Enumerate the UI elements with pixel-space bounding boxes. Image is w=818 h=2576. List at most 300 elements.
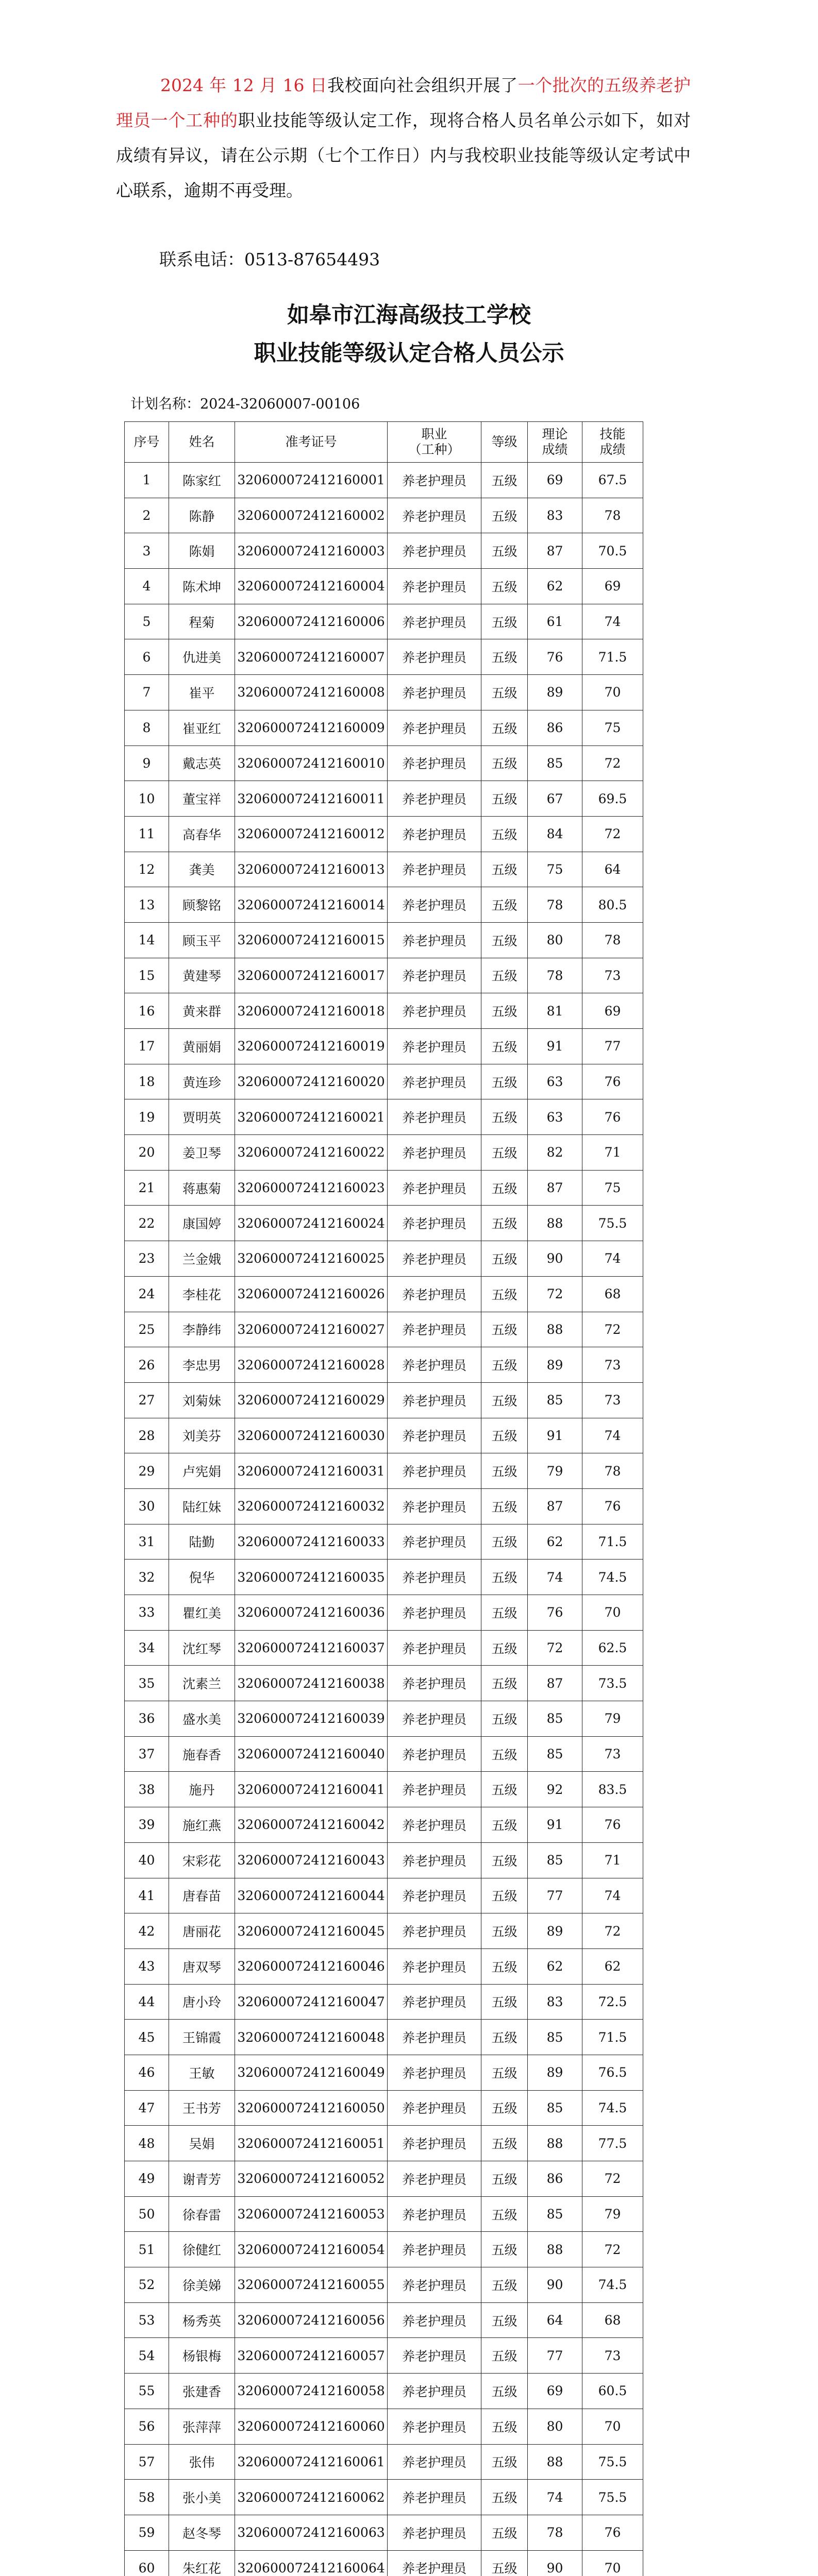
occupation-cell: 养老护理员 — [388, 533, 481, 569]
table-row — [125, 1488, 643, 1524]
ticket-number-cell: 320600072412160047 — [235, 1984, 388, 2020]
ticket-number-cell: 320600072412160001 — [235, 463, 388, 498]
row-index-cell: 22 — [125, 1206, 169, 1241]
theory-score-cell: 91 — [528, 1029, 582, 1064]
person-name-cell: 姜卫琴 — [169, 1135, 235, 1171]
occupation-cell: 养老护理员 — [388, 1772, 481, 1807]
occupation-cell: 养老护理员 — [388, 2055, 481, 2090]
theory-score-cell: 72 — [528, 1630, 582, 1666]
ticket-number-cell: 320600072412160050 — [235, 2090, 388, 2126]
table-row — [125, 1312, 643, 1347]
level-cell: 五级 — [481, 1524, 528, 1560]
occupation-cell: 养老护理员 — [388, 2480, 481, 2515]
ticket-number-cell: 320600072412160029 — [235, 1382, 388, 1418]
ticket-number-cell: 320600072412160027 — [235, 1312, 388, 1347]
occupation-cell: 养老护理员 — [388, 1984, 481, 2020]
skill-score-cell: 79 — [582, 2196, 643, 2232]
table-row — [125, 1241, 643, 1277]
skill-score-cell: 72 — [582, 1913, 643, 1949]
skill-score-cell: 74 — [582, 604, 643, 639]
row-index-cell: 55 — [125, 2374, 169, 2409]
person-name-cell: 盛水美 — [169, 1701, 235, 1737]
person-name-cell: 陈术坤 — [169, 569, 235, 604]
person-name-cell: 崔平 — [169, 675, 235, 710]
row-index-cell: 52 — [125, 2267, 169, 2303]
table-row — [125, 1418, 643, 1453]
ticket-number-cell: 320600072412160028 — [235, 1347, 388, 1383]
skill-score-cell: 62.5 — [582, 1630, 643, 1666]
skill-score-cell: 73 — [582, 1347, 643, 1383]
theory-score-cell: 80 — [528, 922, 582, 958]
skill-score-cell: 71.5 — [582, 1524, 643, 1560]
theory-score-cell: 90 — [528, 1241, 582, 1277]
person-name-cell: 康国婷 — [169, 1206, 235, 1241]
table-row — [125, 710, 643, 745]
person-name-cell: 陈娟 — [169, 533, 235, 569]
table-row — [125, 922, 643, 958]
person-name-cell: 龚美 — [169, 852, 235, 887]
occupation-cell: 养老护理员 — [388, 710, 481, 745]
row-index-cell: 48 — [125, 2126, 169, 2161]
ticket-number-cell: 320600072412160044 — [235, 1878, 388, 1913]
ticket-number-cell: 320600072412160037 — [235, 1630, 388, 1666]
row-index-cell: 10 — [125, 781, 169, 817]
skill-score-cell: 74.5 — [582, 2090, 643, 2126]
row-index-cell: 18 — [125, 1064, 169, 1099]
row-index-cell: 46 — [125, 2055, 169, 2090]
person-name-cell: 卢宪娟 — [169, 1453, 235, 1489]
table-row — [125, 2020, 643, 2055]
person-name-cell: 唐春苗 — [169, 1878, 235, 1913]
skill-score-cell: 74 — [582, 1418, 643, 1453]
person-name-cell: 仇进美 — [169, 639, 235, 675]
ticket-number-cell: 320600072412160048 — [235, 2020, 388, 2055]
theory-score-cell: 89 — [528, 1913, 582, 1949]
table-row — [125, 2302, 643, 2338]
row-index-cell: 58 — [125, 2480, 169, 2515]
level-cell: 五级 — [481, 2480, 528, 2515]
level-cell: 五级 — [481, 604, 528, 639]
ticket-number-cell: 320600072412160039 — [235, 1701, 388, 1737]
occupation-cell: 养老护理员 — [388, 1630, 481, 1666]
skill-score-cell: 73.5 — [582, 1666, 643, 1701]
level-cell: 五级 — [481, 639, 528, 675]
ticket-number-cell: 320600072412160019 — [235, 1029, 388, 1064]
table-row — [125, 1029, 643, 1064]
table-row — [125, 1630, 643, 1666]
row-index-cell: 30 — [125, 1488, 169, 1524]
skill-score-cell: 80.5 — [582, 887, 643, 923]
notice-date: 2024 年 12 月 16 日 — [160, 75, 328, 95]
occupation-cell: 养老护理员 — [388, 1948, 481, 1984]
skill-score-cell: 71.5 — [582, 2020, 643, 2055]
table-row — [125, 2126, 643, 2161]
table-row — [125, 463, 643, 498]
skill-score-cell: 79 — [582, 1701, 643, 1737]
level-cell: 五级 — [481, 1029, 528, 1064]
theory-score-cell: 85 — [528, 2020, 582, 2055]
level-cell: 五级 — [481, 1064, 528, 1099]
theory-score-cell: 79 — [528, 1453, 582, 1489]
ticket-number-cell: 320600072412160022 — [235, 1135, 388, 1171]
theory-score-cell: 83 — [528, 1984, 582, 2020]
level-cell: 五级 — [481, 993, 528, 1029]
occupation-cell: 养老护理员 — [388, 1347, 481, 1383]
theory-score-cell: 78 — [528, 958, 582, 993]
ticket-number-cell: 320600072412160012 — [235, 816, 388, 852]
theory-score-cell: 87 — [528, 1488, 582, 1524]
occupation-cell: 养老护理员 — [388, 2020, 481, 2055]
skill-score-cell: 83.5 — [582, 1772, 643, 1807]
row-index-cell: 9 — [125, 745, 169, 781]
skill-score-cell: 73 — [582, 1382, 643, 1418]
person-name-cell: 唐小玲 — [169, 1984, 235, 2020]
row-index-cell: 40 — [125, 1842, 169, 1878]
row-index-cell: 34 — [125, 1630, 169, 1666]
row-index-cell: 38 — [125, 1772, 169, 1807]
theory-score-cell: 89 — [528, 675, 582, 710]
theory-score-cell: 90 — [528, 2550, 582, 2576]
ticket-number-cell: 320600072412160025 — [235, 1241, 388, 1277]
ticket-number-cell: 320600072412160013 — [235, 852, 388, 887]
table-row — [125, 1382, 643, 1418]
table-row — [125, 2515, 643, 2550]
skill-score-cell: 71.5 — [582, 639, 643, 675]
level-cell: 五级 — [481, 2055, 528, 2090]
level-cell: 五级 — [481, 1666, 528, 1701]
ticket-number-cell: 320600072412160010 — [235, 745, 388, 781]
skill-score-cell: 75.5 — [582, 1206, 643, 1241]
table-row — [125, 2055, 643, 2090]
ticket-number-cell: 320600072412160011 — [235, 781, 388, 817]
skill-score-cell: 62 — [582, 1948, 643, 1984]
ticket-number-cell: 320600072412160058 — [235, 2374, 388, 2409]
level-cell: 五级 — [481, 1560, 528, 1595]
person-name-cell: 戴志英 — [169, 745, 235, 781]
theory-score-cell: 84 — [528, 816, 582, 852]
ticket-number-cell: 320600072412160036 — [235, 1595, 388, 1631]
ticket-number-cell: 320600072412160004 — [235, 569, 388, 604]
skill-score-cell: 76 — [582, 1807, 643, 1843]
theory-score-cell: 76 — [528, 639, 582, 675]
skill-score-cell: 75 — [582, 1170, 643, 1206]
ticket-number-cell: 320600072412160014 — [235, 887, 388, 923]
row-index-cell: 8 — [125, 710, 169, 745]
theory-score-cell: 89 — [528, 2055, 582, 2090]
occupation-cell: 养老护理员 — [388, 1878, 481, 1913]
person-name-cell: 杨秀英 — [169, 2302, 235, 2338]
theory-score-cell: 63 — [528, 1064, 582, 1099]
occupation-cell: 养老护理员 — [388, 2444, 481, 2480]
skill-score-cell: 72 — [582, 1312, 643, 1347]
theory-score-cell: 74 — [528, 2480, 582, 2515]
page-title: 职业技能等级认定合格人员公示 — [254, 341, 564, 366]
row-index-cell: 6 — [125, 639, 169, 675]
row-index-cell: 37 — [125, 1736, 169, 1772]
skill-score-cell: 77 — [582, 1029, 643, 1064]
table-row — [125, 852, 643, 887]
level-cell: 五级 — [481, 745, 528, 781]
skill-score-cell: 60.5 — [582, 2374, 643, 2409]
row-index-cell: 19 — [125, 1099, 169, 1135]
occupation-cell: 养老护理员 — [388, 1453, 481, 1489]
occupation-cell: 养老护理员 — [388, 1170, 481, 1206]
skill-score-cell: 72 — [582, 745, 643, 781]
col-theory-header: 理论 成绩 — [528, 422, 582, 463]
row-index-cell: 39 — [125, 1807, 169, 1843]
table-row — [125, 2232, 643, 2267]
ticket-number-cell: 320600072412160040 — [235, 1736, 388, 1772]
ticket-number-cell: 320600072412160017 — [235, 958, 388, 993]
level-cell: 五级 — [481, 2267, 528, 2303]
person-name-cell: 李忠男 — [169, 1347, 235, 1383]
theory-score-cell: 69 — [528, 2374, 582, 2409]
col-level-header: 等级 — [481, 422, 528, 463]
level-cell: 五级 — [481, 2196, 528, 2232]
theory-score-cell: 85 — [528, 1701, 582, 1737]
skill-score-cell: 70 — [582, 1595, 643, 1631]
table-row — [125, 1135, 643, 1171]
row-index-cell: 45 — [125, 2020, 169, 2055]
table-row — [125, 533, 643, 569]
theory-score-cell: 75 — [528, 852, 582, 887]
table-row — [125, 639, 643, 675]
table-row — [125, 958, 643, 993]
table-row — [125, 2550, 643, 2576]
table-row — [125, 1913, 643, 1949]
ticket-number-cell: 320600072412160052 — [235, 2161, 388, 2197]
theory-score-cell: 86 — [528, 710, 582, 745]
table-row — [125, 2161, 643, 2197]
theory-score-cell: 63 — [528, 1099, 582, 1135]
theory-score-cell: 85 — [528, 745, 582, 781]
row-index-cell: 28 — [125, 1418, 169, 1453]
person-name-cell: 张伟 — [169, 2444, 235, 2480]
skill-score-cell: 78 — [582, 498, 643, 533]
ticket-number-cell: 320600072412160023 — [235, 1170, 388, 1206]
level-cell: 五级 — [481, 710, 528, 745]
person-name-cell: 黄来群 — [169, 993, 235, 1029]
table-row — [125, 1595, 643, 1631]
person-name-cell: 兰金娥 — [169, 1241, 235, 1277]
person-name-cell: 高春华 — [169, 816, 235, 852]
theory-score-cell: 72 — [528, 1276, 582, 1312]
ticket-number-cell: 320600072412160018 — [235, 993, 388, 1029]
occupation-cell: 养老护理员 — [388, 1595, 481, 1631]
skill-score-cell: 68 — [582, 2302, 643, 2338]
table-row — [125, 1666, 643, 1701]
occupation-cell: 养老护理员 — [388, 1666, 481, 1701]
skill-score-cell: 71 — [582, 1135, 643, 1171]
ticket-number-cell: 320600072412160024 — [235, 1206, 388, 1241]
row-index-cell: 47 — [125, 2090, 169, 2126]
notice-text-1: 我校面向社会组织开展了 — [327, 75, 518, 95]
person-name-cell: 唐丽花 — [169, 1913, 235, 1949]
person-name-cell: 陆红妹 — [169, 1488, 235, 1524]
row-index-cell: 24 — [125, 1276, 169, 1312]
level-cell: 五级 — [481, 781, 528, 817]
skill-score-cell: 70 — [582, 2550, 643, 2576]
person-name-cell: 徐健红 — [169, 2232, 235, 2267]
row-index-cell: 4 — [125, 569, 169, 604]
ticket-number-cell: 320600072412160063 — [235, 2515, 388, 2550]
skill-score-cell: 77.5 — [582, 2126, 643, 2161]
row-index-cell: 44 — [125, 1984, 169, 2020]
theory-score-cell: 61 — [528, 604, 582, 639]
row-index-cell: 14 — [125, 922, 169, 958]
table-row — [125, 1842, 643, 1878]
person-name-cell: 王锦霞 — [169, 2020, 235, 2055]
theory-score-cell: 67 — [528, 781, 582, 817]
ticket-number-cell: 320600072412160046 — [235, 1948, 388, 1984]
occupation-cell: 养老护理员 — [388, 2515, 481, 2550]
ticket-number-cell: 320600072412160009 — [235, 710, 388, 745]
skill-score-cell: 74.5 — [582, 2267, 643, 2303]
level-cell: 五级 — [481, 1488, 528, 1524]
theory-score-cell: 92 — [528, 1772, 582, 1807]
table-row — [125, 2196, 643, 2232]
person-name-cell: 陆勤 — [169, 1524, 235, 1560]
skill-score-cell: 70 — [582, 675, 643, 710]
occupation-cell: 养老护理员 — [388, 1206, 481, 1241]
person-name-cell: 刘美芬 — [169, 1418, 235, 1453]
occupation-cell: 养老护理员 — [388, 993, 481, 1029]
level-cell: 五级 — [481, 2090, 528, 2126]
plan-name: 计划名称：2024-32060007-00106 — [130, 396, 360, 412]
table-row — [125, 816, 643, 852]
row-index-cell: 20 — [125, 1135, 169, 1171]
theory-score-cell: 74 — [528, 1560, 582, 1595]
level-cell: 五级 — [481, 1701, 528, 1737]
col-skill-header: 技能 成绩 — [582, 422, 643, 463]
table-row — [125, 1206, 643, 1241]
theory-score-cell: 86 — [528, 2161, 582, 2197]
level-cell: 五级 — [481, 675, 528, 710]
occupation-cell: 养老护理员 — [388, 1560, 481, 1595]
ticket-number-cell: 320600072412160053 — [235, 2196, 388, 2232]
level-cell: 五级 — [481, 1878, 528, 1913]
level-cell: 五级 — [481, 498, 528, 533]
occupation-cell: 养老护理员 — [388, 1241, 481, 1277]
theory-score-cell: 85 — [528, 1842, 582, 1878]
ticket-number-cell: 320600072412160026 — [235, 1276, 388, 1312]
person-name-cell: 徐春雷 — [169, 2196, 235, 2232]
occupation-cell: 养老护理员 — [388, 2374, 481, 2409]
row-index-cell: 59 — [125, 2515, 169, 2550]
occupation-cell: 养老护理员 — [388, 1807, 481, 1843]
table-body — [125, 463, 643, 2576]
skill-score-cell: 73 — [582, 2338, 643, 2374]
person-name-cell: 刘菊妹 — [169, 1382, 235, 1418]
occupation-cell: 养老护理员 — [388, 1842, 481, 1878]
table-row — [125, 745, 643, 781]
skill-score-cell: 73 — [582, 1736, 643, 1772]
table-row — [125, 1772, 643, 1807]
row-index-cell: 43 — [125, 1948, 169, 1984]
theory-score-cell: 77 — [528, 1878, 582, 1913]
person-name-cell: 李桂花 — [169, 1276, 235, 1312]
occupation-cell: 养老护理员 — [388, 1312, 481, 1347]
occupation-cell: 养老护理员 — [388, 816, 481, 852]
ticket-number-cell: 320600072412160035 — [235, 1560, 388, 1595]
occupation-cell: 养老护理员 — [388, 1099, 481, 1135]
notice-text-2: 职业技能等级认定工作，现将合格人员名单公示如下，如对成绩有异议，请在公示期（七个工作日）内与我校职业技能等级认定考试中心联系，逾期不再受理。 — [116, 110, 691, 200]
school-title: 如皋市江海高级技工学校 — [287, 302, 531, 328]
skill-score-cell: 74.5 — [582, 1560, 643, 1595]
ticket-number-cell: 320600072412160043 — [235, 1842, 388, 1878]
row-index-cell: 27 — [125, 1382, 169, 1418]
occupation-cell: 养老护理员 — [388, 463, 481, 498]
ticket-number-cell: 320600072412160064 — [235, 2550, 388, 2576]
skill-score-cell: 68 — [582, 1276, 643, 1312]
row-index-cell: 53 — [125, 2302, 169, 2338]
person-name-cell: 黄丽娟 — [169, 1029, 235, 1064]
ticket-number-cell: 320600072412160042 — [235, 1807, 388, 1843]
theory-score-cell: 90 — [528, 2267, 582, 2303]
table-row — [125, 498, 643, 533]
person-name-cell: 程菊 — [169, 604, 235, 639]
skill-score-cell: 72 — [582, 2232, 643, 2267]
row-index-cell: 12 — [125, 852, 169, 887]
level-cell: 五级 — [481, 1630, 528, 1666]
occupation-cell: 养老护理员 — [388, 2126, 481, 2161]
table-row — [125, 569, 643, 604]
person-name-cell: 吴娟 — [169, 2126, 235, 2161]
occupation-cell: 养老护理员 — [388, 2302, 481, 2338]
contact-phone: 联系电话：0513-87654493 — [159, 249, 380, 269]
level-cell: 五级 — [481, 1595, 528, 1631]
theory-score-cell: 88 — [528, 1206, 582, 1241]
skill-score-cell: 71 — [582, 1842, 643, 1878]
table-row — [125, 1948, 643, 1984]
skill-score-cell: 69 — [582, 993, 643, 1029]
row-index-cell: 15 — [125, 958, 169, 993]
occupation-cell: 养老护理员 — [388, 1029, 481, 1064]
occupation-cell: 养老护理员 — [388, 958, 481, 993]
occupation-cell: 养老护理员 — [388, 1524, 481, 1560]
theory-score-cell: 62 — [528, 1524, 582, 1560]
level-cell: 五级 — [481, 2444, 528, 2480]
col-index-header: 序号 — [125, 422, 169, 463]
skill-score-cell: 67.5 — [582, 463, 643, 498]
ticket-number-cell: 320600072412160054 — [235, 2232, 388, 2267]
skill-score-cell: 72 — [582, 2161, 643, 2197]
row-index-cell: 33 — [125, 1595, 169, 1631]
theory-score-cell: 78 — [528, 2515, 582, 2550]
table-header-row — [125, 422, 643, 463]
theory-score-cell: 80 — [528, 2409, 582, 2444]
table-row — [125, 1064, 643, 1099]
person-name-cell: 沈素兰 — [169, 1666, 235, 1701]
ticket-number-cell: 320600072412160032 — [235, 1488, 388, 1524]
occupation-cell: 养老护理员 — [388, 1064, 481, 1099]
table-row — [125, 2090, 643, 2126]
row-index-cell: 57 — [125, 2444, 169, 2480]
theory-score-cell: 62 — [528, 569, 582, 604]
row-index-cell: 21 — [125, 1170, 169, 1206]
level-cell: 五级 — [481, 1135, 528, 1171]
occupation-cell: 养老护理员 — [388, 1135, 481, 1171]
person-name-cell: 朱红花 — [169, 2550, 235, 2576]
theory-score-cell: 85 — [528, 1736, 582, 1772]
person-name-cell: 宋彩花 — [169, 1842, 235, 1878]
ticket-number-cell: 320600072412160051 — [235, 2126, 388, 2161]
results-table — [124, 421, 643, 2576]
person-name-cell: 施春香 — [169, 1736, 235, 1772]
occupation-cell: 养老护理员 — [388, 887, 481, 923]
table-row — [125, 1701, 643, 1737]
theory-score-cell: 88 — [528, 1312, 582, 1347]
